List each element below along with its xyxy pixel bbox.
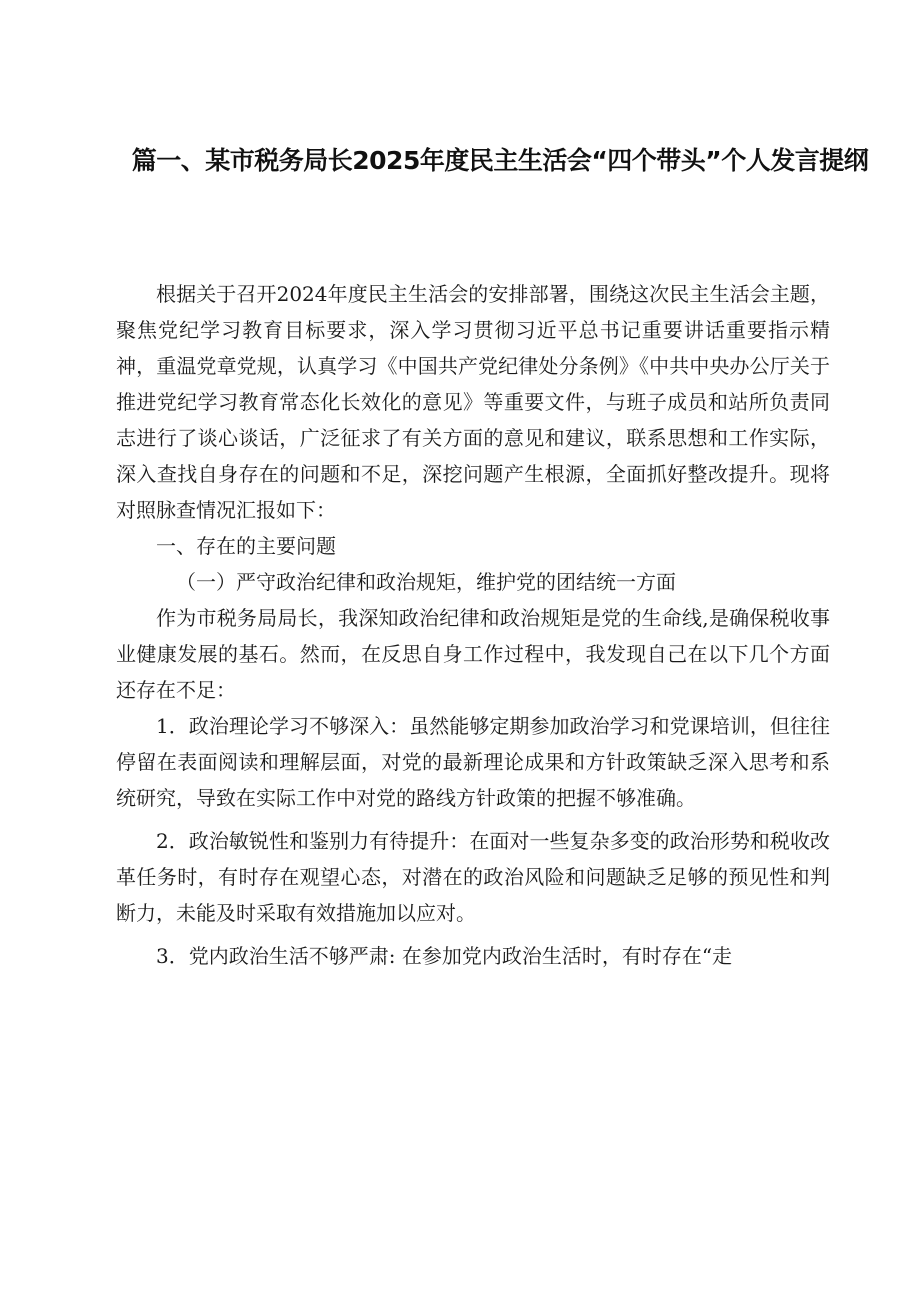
subsection-intro-paragraph: 作为市税务局局长，我深知政治纪律和政治规矩是党的生命线,是确保税收事业健康发展的基石。然而，在反思自身工作过程中，我发现自己在以下几个方面还存在不足： (116, 606, 830, 702)
list-item: 1．政治理论学习不够深入：虽然能够定期参加政治学习和党课培训，但往往停留在表面阅读和理解层面，对党的最新理论成果和方针政策缺乏深入思考和系统研究，导致在实际工作中对党的路线方针政策的把握不够准确。 (116, 714, 830, 810)
list-item: 3．党内政治生活不够严肃: 在参加党内政治生活时，有时存在“走 (156, 944, 733, 968)
intro-paragraph: 根据关于召开2024年度民主生活会的安排部署，围绕这次民主生活会主题，聚焦党纪学习教育目标要求，深入学习贯彻习近平总书记重要讲话重要指示精神，重温党章党规，认真学习《中国共产党纪律处分条例》《中共中央办公厅关于推进党纪学习教育常态化长效化的意见》等重要文件，与班子成员和站所负责同志进行了谈心谈话，广泛征求了有关方面的意见和建议，联系思想和工作实际，深入查找自身存在的问题和不足，深挖问题产生根源，全面抓好整改提升。现将对照脉查情况汇报如下： (116, 282, 830, 522)
subsection-heading: （一）严守政治纪律和政治规矩，维护党的团结统一方面 (176, 570, 676, 594)
document-body (116, 276, 830, 974)
list-item: 2．政治敏锐性和鉴别力有待提升：在面对一些复杂多变的政治形势和税收改革任务时，有时存在观望心态，对潜在的政治风险和问题缺乏足够的预见性和判断力，未能及时采取有效措施加以应对。 (116, 829, 830, 925)
section-heading: 一、存在的主要问题 (156, 534, 336, 558)
document-title: 篇一、某市税务局长2025年度民主生活会“四个带头”个人发言提纲 (131, 146, 869, 175)
